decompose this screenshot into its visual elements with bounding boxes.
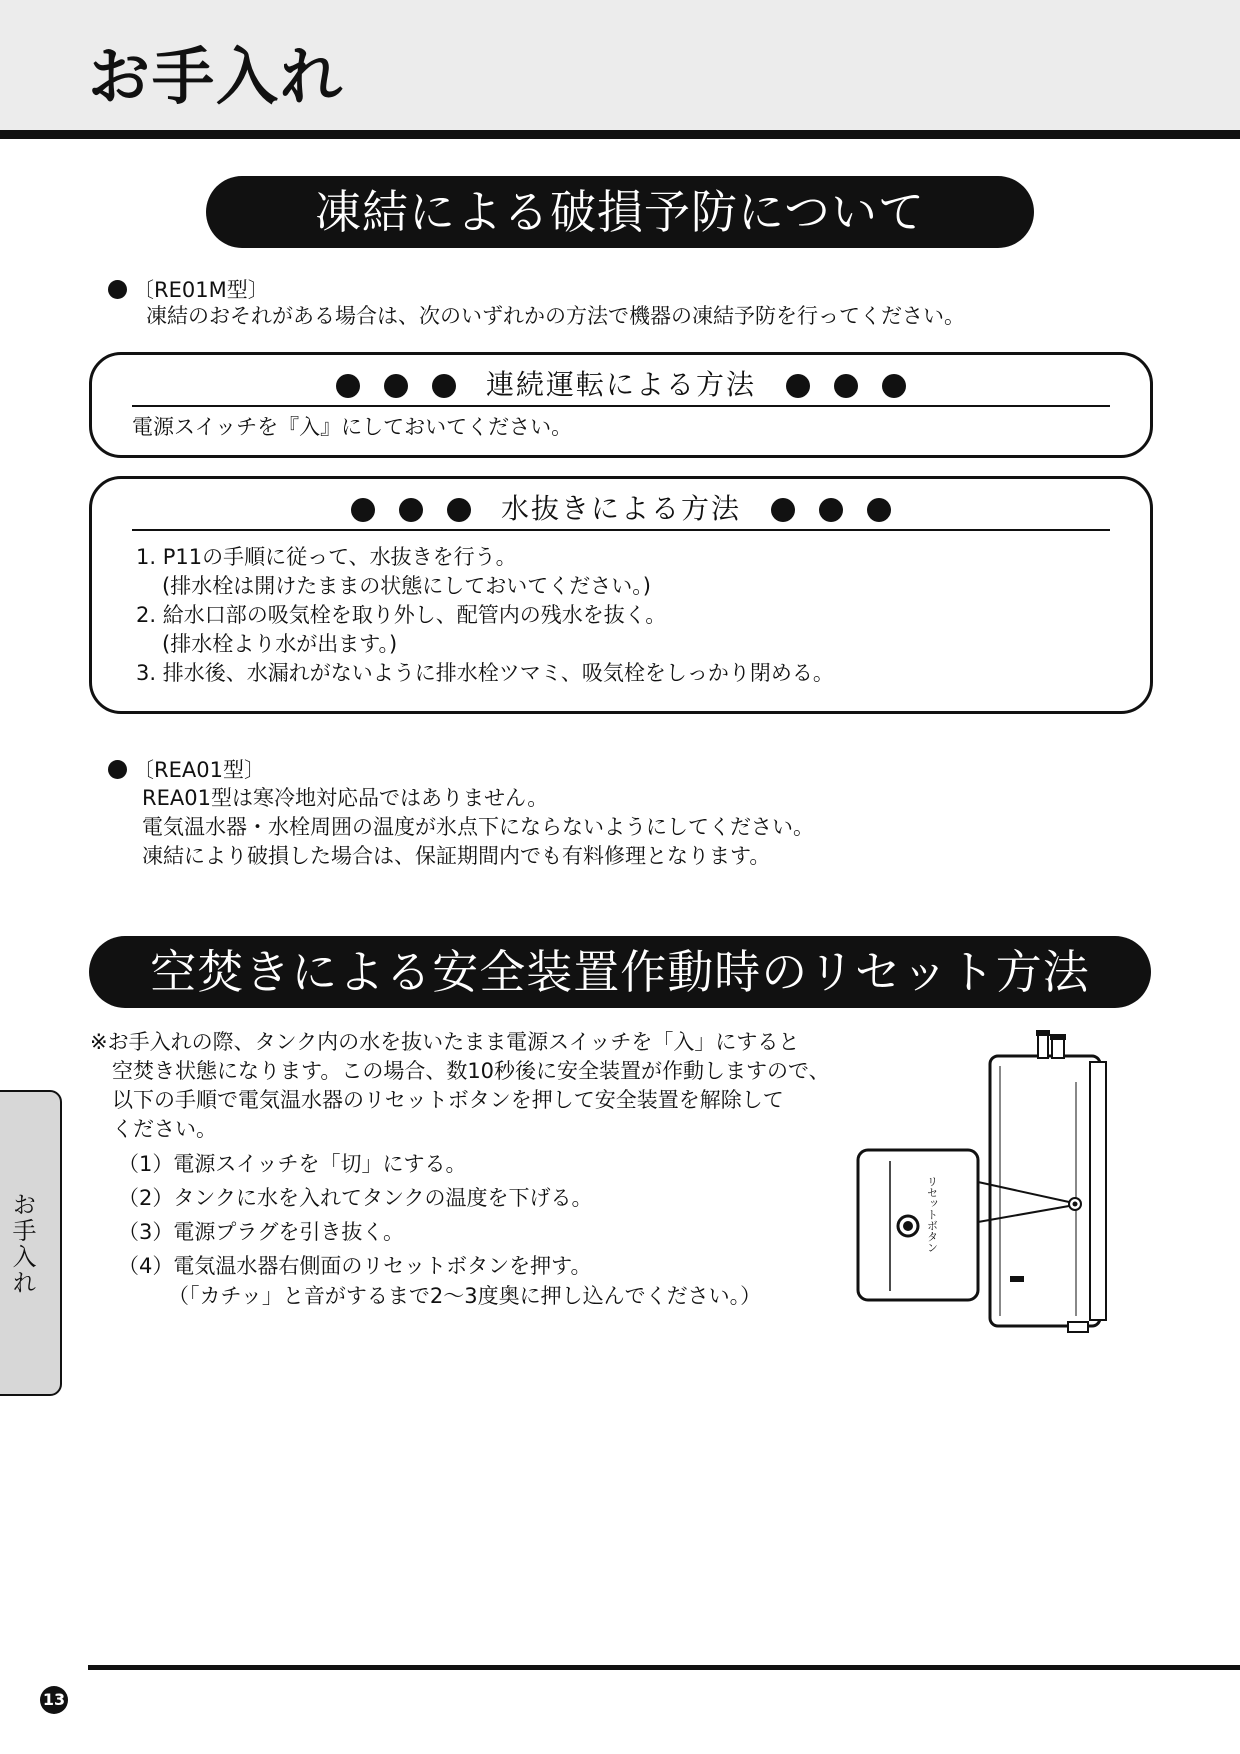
page-title: お手入れ [88, 40, 345, 113]
rea01-line-2: 電気温水器・水栓周囲の温度が氷点下にならないようにしてください。 [142, 815, 814, 839]
reset-intro-line-1: ※お手入れの際、タンク内の水を抜いたまま電源スイッチを「入」にすると [90, 1030, 800, 1054]
rea01-line-3: 凍結により破損した場合は、保証期間内でも有料修理となります。 [142, 844, 771, 868]
reset-step-4-note: （「カチッ」と音がするまで2～3度奥に押し込んでください。） [168, 1284, 762, 1308]
method-title-text: 連続運転による方法 [485, 368, 756, 401]
method-title-drain [132, 489, 1110, 531]
drain-step-1-note: (排水栓は開けたままの状態にしておいてください。) [162, 574, 651, 598]
dots-decoration-left [339, 490, 483, 530]
water-heater-illustration [850, 1026, 1110, 1336]
reset-intro-line-2: 空焚き状態になります。この場合、数10秒後に安全装置が作動しますので、 [112, 1059, 830, 1083]
method-box-drain [89, 476, 1153, 714]
bullet-icon [108, 760, 127, 779]
reset-step-1: （1）電源スイッチを「切」にする。 [118, 1152, 467, 1176]
method-box-continuous [89, 352, 1153, 458]
model-label-text: 〔REA01型〕 [133, 758, 265, 782]
reset-intro-line-4: ください。 [112, 1117, 217, 1141]
model-label-re01m [108, 276, 269, 305]
dots-decoration-right [759, 490, 903, 530]
page-number: 13 [40, 1686, 68, 1714]
freeze-intro-text: 凍結のおそれがある場合は、次のいずれかの方法で機器の凍結予防を行ってください。 [146, 304, 965, 328]
section-banner-reset: 空焚きによる安全装置作動時のリセット方法 [89, 936, 1151, 1008]
dots-decoration-right [774, 366, 918, 406]
reset-intro-line-3: 以下の手順で電気温水器のリセットボタンを押して安全装置を解除して [112, 1088, 784, 1112]
reset-step-2: （2）タンクに水を入れてタンクの温度を下げる。 [118, 1186, 593, 1210]
model-label-rea01 [108, 756, 265, 785]
method-title-continuous [132, 365, 1110, 407]
side-tab-label: お手入れ [8, 1192, 36, 1296]
side-index-tab [0, 1090, 62, 1396]
section-banner-freeze: 凍結による破損予防について [206, 176, 1034, 248]
method-title-text: 水抜きによる方法 [500, 492, 741, 525]
method-continuous-text: 電源スイッチを『入』にしておいてください。 [132, 415, 573, 439]
drain-step-1: 1. P11の手順に従って、水抜きを行う。 [136, 545, 517, 569]
drain-step-3: 3. 排水後、水漏れがないように排水栓ツマミ、吸気栓をしっかり閉める。 [136, 661, 834, 685]
dots-decoration-left [324, 366, 468, 406]
bullet-icon [108, 280, 127, 299]
reset-step-4: （4）電気温水器右側面のリセットボタンを押す。 [118, 1254, 592, 1278]
rea01-line-1: REA01型は寒冷地対応品ではありません。 [142, 786, 549, 810]
model-label-text: 〔RE01M型〕 [133, 278, 269, 302]
footer-rule [88, 1665, 1240, 1670]
drain-step-2-note: (排水栓より水が出ます。) [162, 632, 398, 656]
reset-button-label: リセットボタン [925, 1176, 939, 1253]
reset-step-3: （3）電源プラグを引き抜く。 [118, 1220, 404, 1244]
drain-step-2: 2. 給水口部の吸気栓を取り外し、配管内の残水を抜く。 [136, 603, 667, 627]
